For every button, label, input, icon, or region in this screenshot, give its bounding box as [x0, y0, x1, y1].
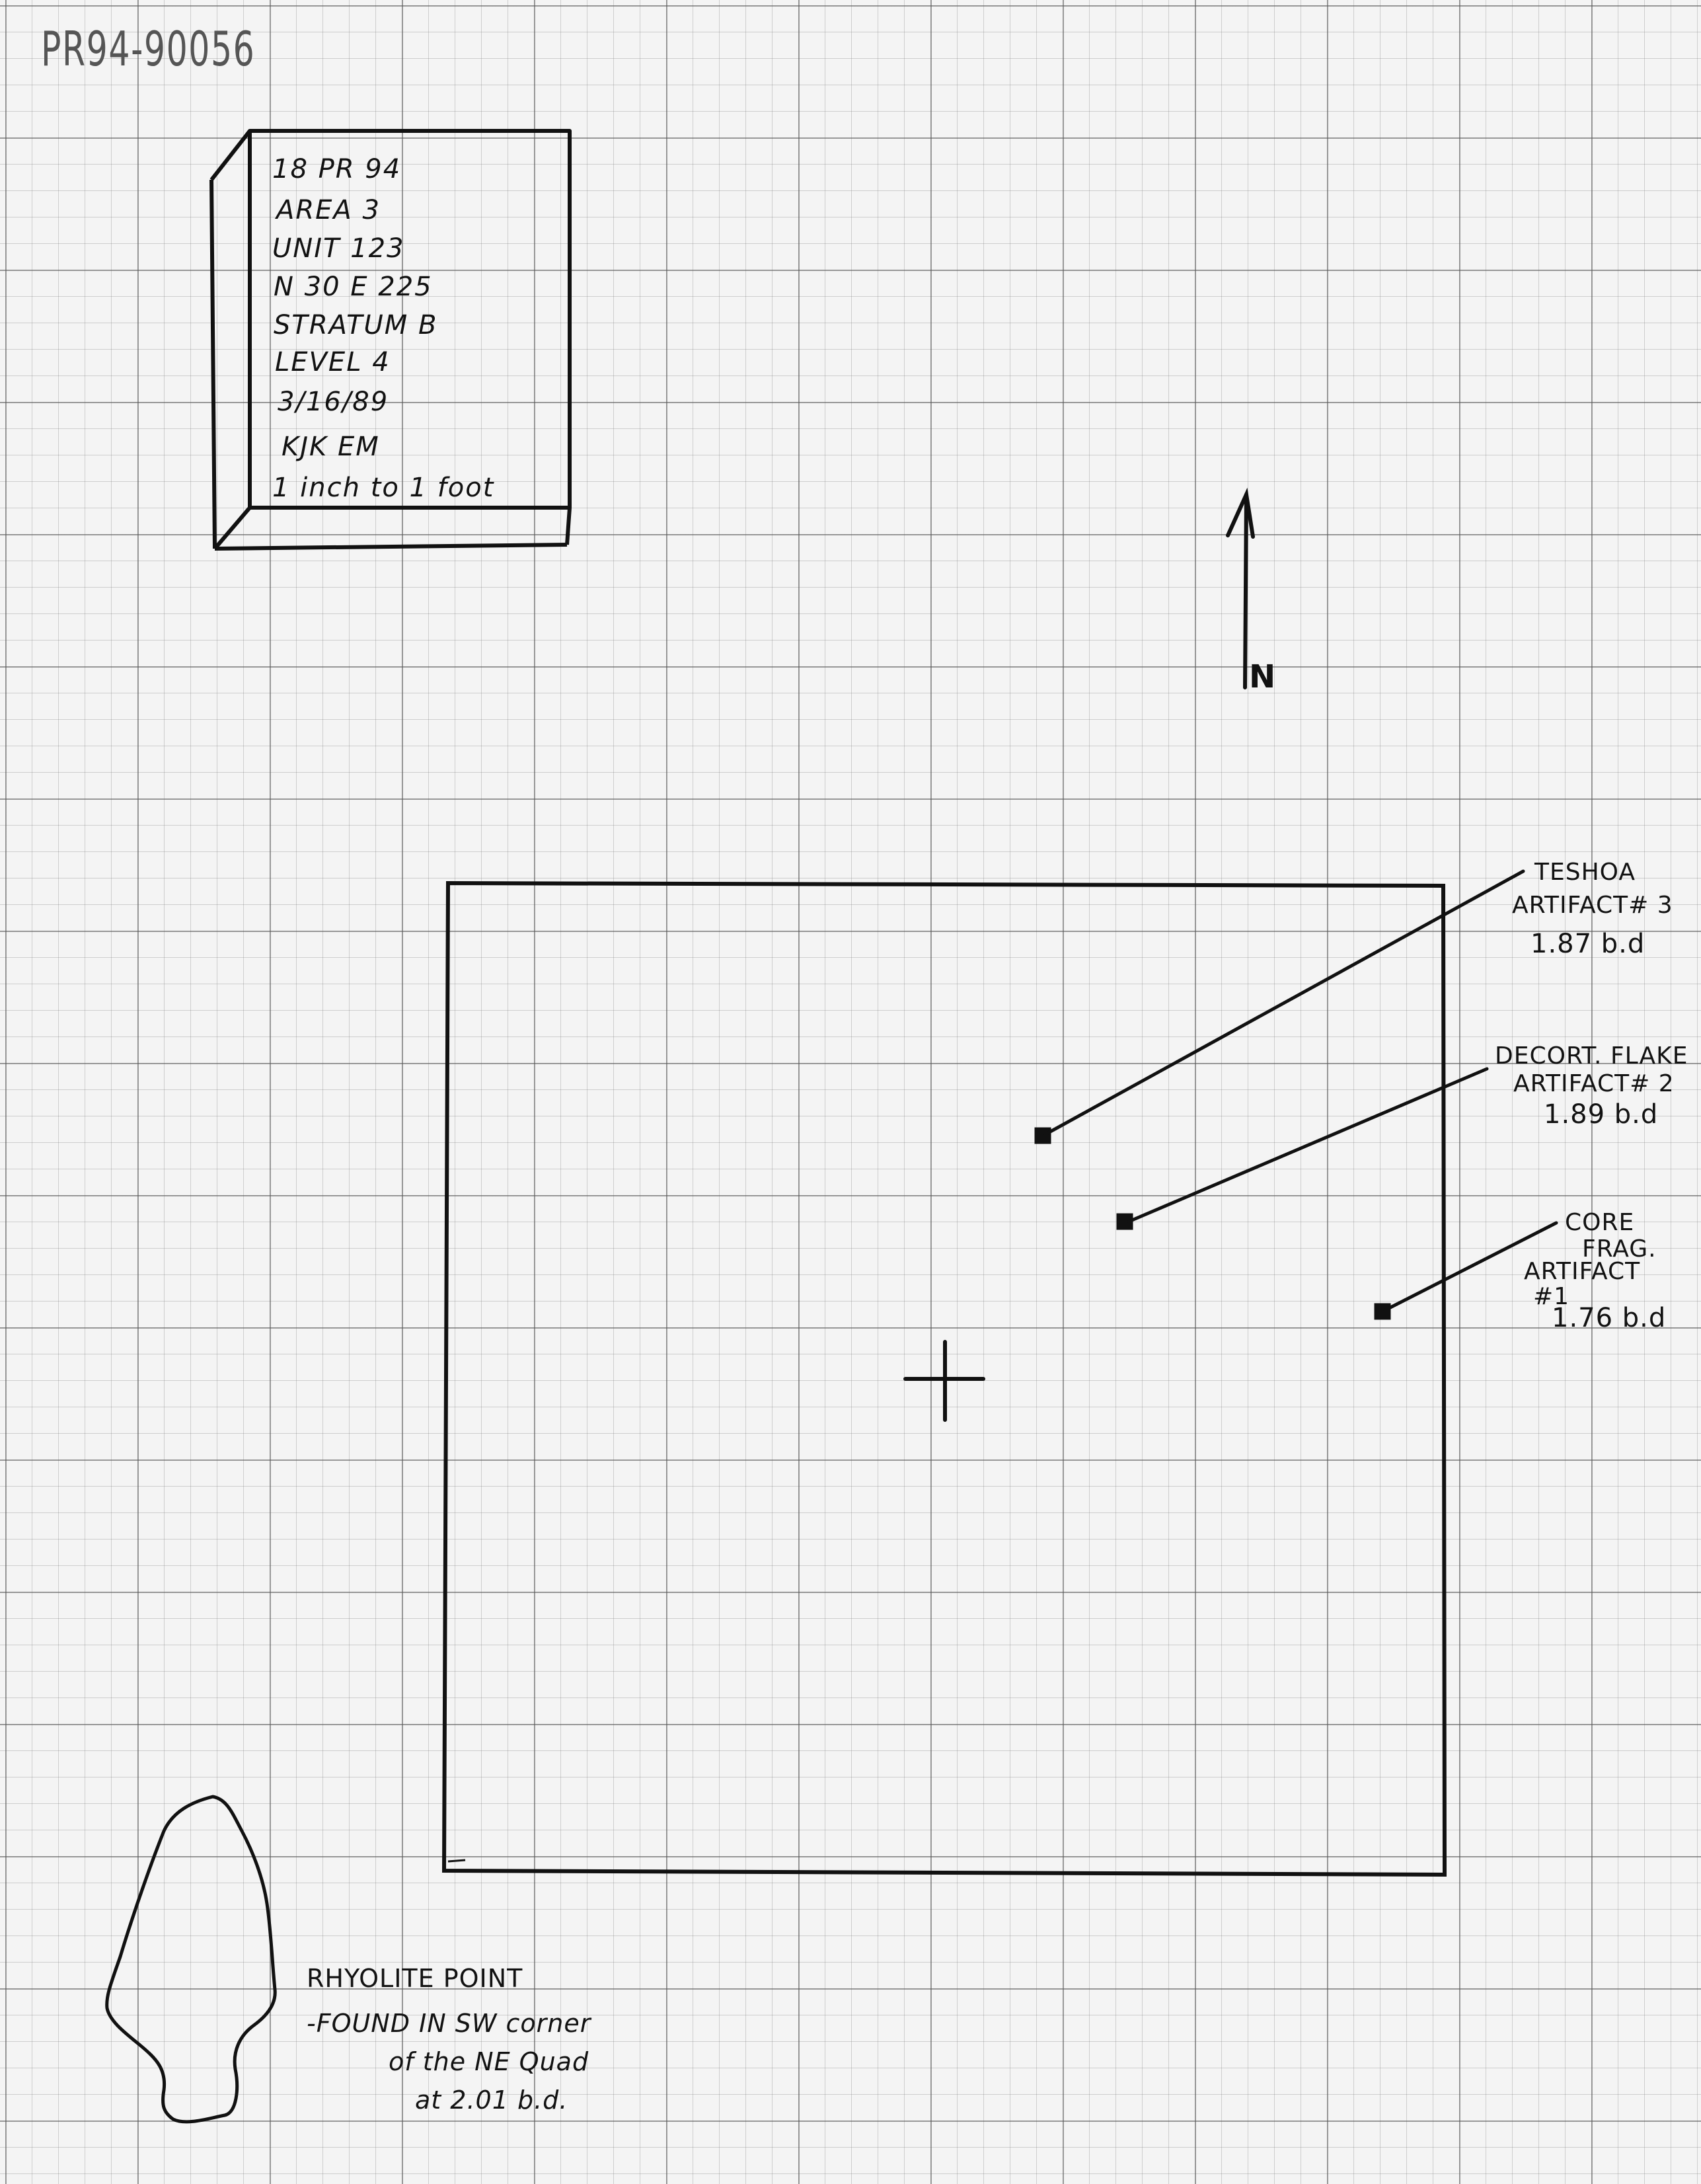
unit-info-scale: 1 inch to 1 foot [272, 473, 495, 503]
artifact-3-name: TESHOA [1534, 859, 1636, 886]
north-arrow-label: N [1249, 658, 1276, 695]
unit-info-date: 3/16/89 [278, 387, 389, 417]
center-datum-cross [905, 1342, 983, 1420]
point-note-location: -FOUND IN SW corner [307, 2009, 591, 2038]
artifact-2-name: DECORT. FLAKE [1495, 1042, 1688, 1070]
artifact-1-point [1376, 1305, 1389, 1318]
artifact-3-point [1036, 1129, 1049, 1142]
artifact-3-number: ARTIFACT# 3 [1512, 892, 1673, 919]
unit-info-box-edge-left [211, 180, 215, 549]
artifact-3-depth: 1.87 b.d [1531, 929, 1645, 959]
unit-info-level: LEVEL 4 [275, 347, 391, 377]
artifact-1-number: #1 [1533, 1283, 1570, 1310]
artifact-2-number: ARTIFACT# 2 [1513, 1070, 1675, 1097]
unit-info-excavators: KJK EM [282, 432, 380, 462]
unit-info-coordinates: N 30 E 225 [274, 272, 433, 302]
point-note-quad: of the NE Quad [389, 2047, 589, 2076]
artifact-1-name-line2: FRAG. [1582, 1235, 1657, 1263]
unit-info-box-edge-bottom [215, 545, 567, 549]
corner-tick [448, 1860, 465, 1861]
artifact-marks [1036, 871, 1556, 1318]
unit-info-box-edge-top [211, 131, 250, 180]
unit-info-site: 18 PR 94 [272, 154, 402, 184]
point-note-title: RHYOLITE POINT [307, 1964, 523, 1993]
rhyolite-point-outline [107, 1797, 276, 2122]
artifact-1-depth: 1.76 b.d [1552, 1303, 1667, 1333]
unit-info-area: AREA 3 [276, 195, 381, 225]
point-note-depth: at 2.01 b.d. [415, 2086, 568, 2115]
unit-info-box-edge-corner [215, 508, 250, 549]
catalog-number: PR94-90056 [41, 21, 256, 77]
artifact-2-depth: 1.89 b.d [1544, 1099, 1659, 1130]
artifact-1-label: ARTIFACT [1524, 1258, 1641, 1285]
unit-info-stratum: STRATUM B [274, 310, 438, 340]
artifact-2-leader [1129, 1069, 1487, 1222]
north-arrow-head [1228, 494, 1253, 537]
artifact-3-leader [1045, 871, 1523, 1134]
north-arrow-shaft [1245, 494, 1246, 687]
unit-info-box-edge-right [567, 508, 570, 545]
unit-info-unit: UNIT 123 [272, 233, 405, 264]
artifact-1-name-line1: CORE [1565, 1209, 1635, 1236]
